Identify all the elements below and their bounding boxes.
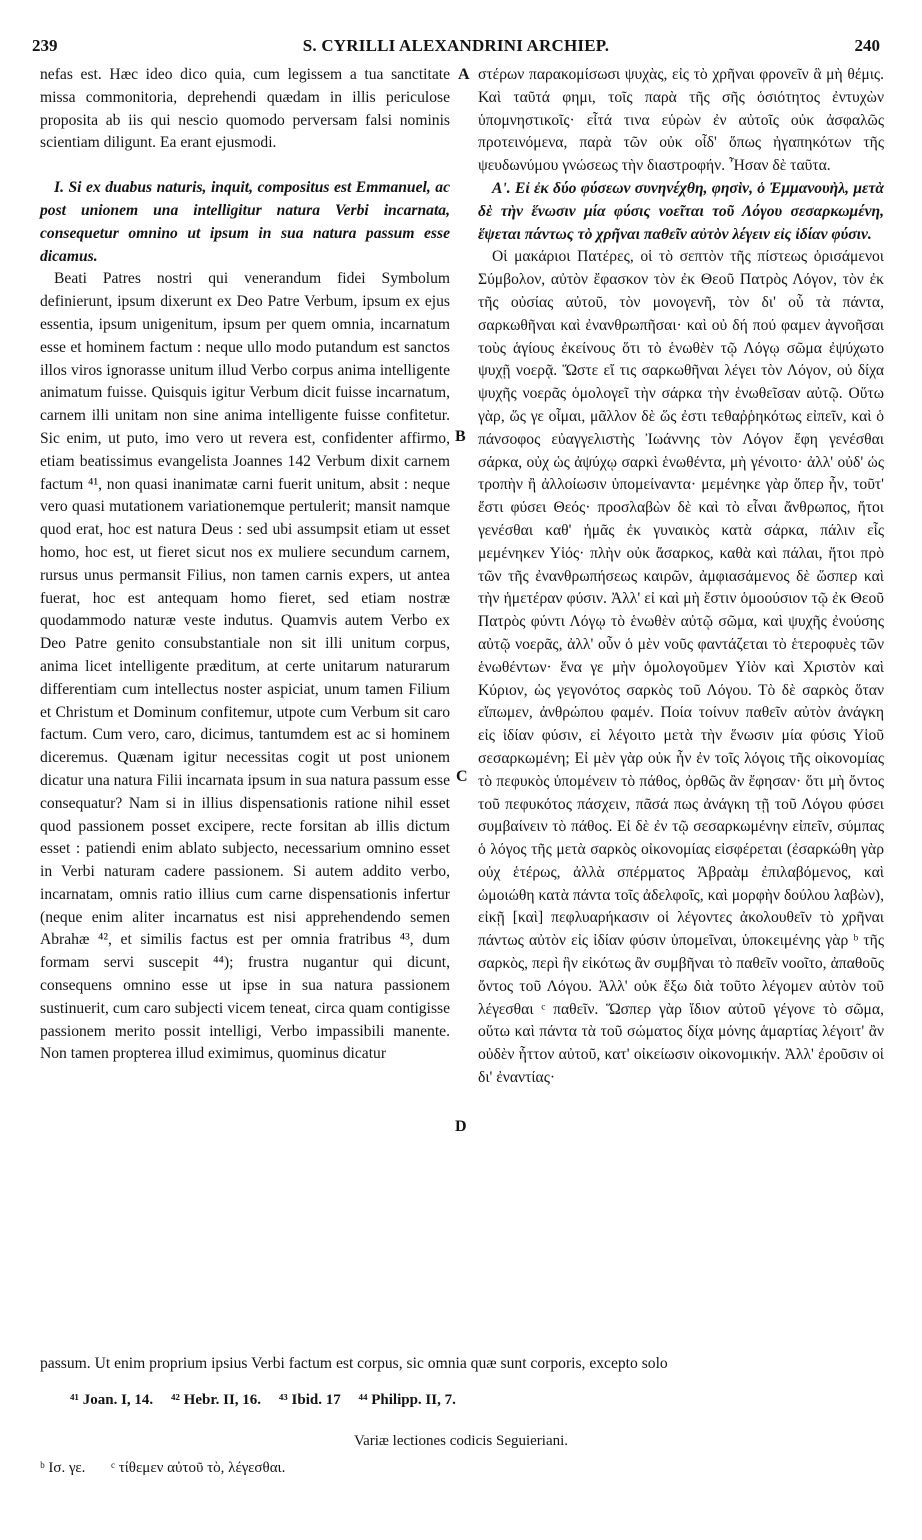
latin-column bbox=[40, 64, 450, 1066]
footnote-43: ⁴³ Ibid. 17 bbox=[278, 1392, 341, 1408]
variant-b: ᵇ Ισ. γε. bbox=[40, 1460, 86, 1476]
section-marker-b: B bbox=[455, 428, 466, 445]
full-width-line: passum. Ut enim proprium ipsius Verbi factum est corpus, sic omnia quæ sunt corporis, excepto solo bbox=[40, 1355, 668, 1372]
variant-readings bbox=[40, 1460, 307, 1477]
section-marker-a: A bbox=[458, 66, 470, 83]
latin-intro-paragraph: nefas est. Hæc ideo dico quia, cum legissem a tua sanctitate missa commonitoria, deprehendi quædam in illis periculose proposita ab iis qui nescio quomodo perversam falsi nominis scientiam diligunt. Ea erant ejusmodi. bbox=[40, 66, 450, 152]
variant-c: ᶜ τίθεμεν αὐτοῦ τὸ, λέγεσθαι. bbox=[111, 1460, 286, 1476]
page-header bbox=[32, 36, 880, 60]
section-marker-c: C bbox=[456, 768, 468, 785]
running-title: S. CYRILLI ALEXANDRINI ARCHIEP. bbox=[302, 36, 610, 55]
latin-main-paragraph: Beati Patres nostri qui venerandum fidei Symbolum definierunt, ipsum dixerunt ex Deo Patre Verbum, ipsum ex ejus essentia, ipsum unigenitum, ipsum per quem omnia, incarnatum esse et hominem factum : neque ullo modo putandum est sanctos illos viros ignorasse unitum illud Verbo corpus anima intelligente animatum fuisse. Quisquis igitur Verbum dicit fuisse incarnatum, carnem illi unitam non sine anima intelligente fuisse confitetur. Sic enim, ut puto, imo vero ut revera est, confidenter affirmo, etiam beatissimus evangelista Joannes 142 Verbum dixit carnem factum ⁴¹, non quasi inanimatæ carni fuerit unitum, absit : neque vero quasi mutationem variationemque pertulerit; mansit namque quod erat, hoc est natura Deus : sed ubi assumpsit etiam ut esset homo, hoc est, ut fieret sicut nos ex muliere secundum carnem, rursus unus permansit Filius, non tamen carnis expers, ut antea fuerat, hoc est antequam homo fieret, sed etiam nostræ quodammodo naturæ veste indutus. Quamvis autem Verbo ex Deo Patre genito consubstantiale non sit illi unitum corpus, anima licet intelligente præditum, at certe unitarum naturarum differentiam cum intellectus noster aspiciat, unum tamen Filium et Christum et Dominum confitemur, utpote cum Verbum sit caro factum. Cum vero, caro, dicimus, tantumdem est ac si hominem diceremus. Quænam igitur necessitas cogit ut post unionem dicatur una natura Filii incarnata ipsum in sua natura passum esse consequatur? Nam si in illius dispensationis ratione nihil esset quod passionem posset excipere, recte forsitan ab illis dictum esset : patiendi enim ablato subjecto, necessarium omnino esset in Verbi naturam cadere passionem. Si autem addito verbo, incarnatam, omnis ratio illius cum carne dispensationis infertur (neque enim aliter incarnatus est nisi apprehendendo semen Abrahæ ⁴², et similis factus est per omnia fratribus ⁴³, dum formam servi suscepit ⁴⁴); frustra nugantur qui dicunt, consequens omnino esse ut ipse in sua natura passionem sustinuerit, cum caro subjecti vicem teneat, circa quam contigisse passionem merito possit intelligi, Verbo impassibili manente. Non tamen propterea illud eximimus, quominus dicatur bbox=[40, 270, 450, 1063]
latin-lemma: I. Si ex duabus naturis, inquit, compositus est Emmanuel, ac post unionem una intelligitur natura Verbi incarnata, consequetur omnino ut ipsum in sua natura passum esse dicamus. bbox=[40, 179, 450, 265]
greek-lemma: Αʹ. Εἰ ἐκ δύο φύσεων συνηνέχθη, φησὶν, ὁ Ἐμμανουὴλ, μετὰ δὲ τὴν ἕνωσιν μία φύσις νοεῖται τοῦ Λόγου σεσαρκωμένη, ἕψεται πάντως τὸ χρῆναι παθεῖν αὐτὸν λέγειν εἰς ἰδίαν φύσιν. bbox=[478, 179, 884, 243]
footnotes bbox=[70, 1392, 470, 1409]
left-page-number: 239 bbox=[32, 36, 58, 55]
footnote-42: ⁴² Hebr. II, 16. bbox=[170, 1392, 262, 1408]
footnote-41: ⁴¹ Joan. I, 14. bbox=[70, 1392, 154, 1408]
variant-readings-heading: Variæ lectiones codicis Seguieriani. bbox=[353, 1433, 569, 1449]
paragraph-gap bbox=[40, 155, 450, 177]
right-page-number: 240 bbox=[854, 36, 880, 55]
footnote-44: ⁴⁴ Philipp. II, 7. bbox=[358, 1392, 456, 1408]
greek-main-paragraph: Οἱ μακάριοι Πατέρες, οἱ τὸ σεπτὸν τῆς πίστεως ὁρισάμενοι Σύμβολον, αὐτὸν ἔφασκον τὸν ἐκ Θεοῦ Πατρὸς Λόγον, τὸν ἐκ τῆς οὐσίας αὐτοῦ, τὸν μονογενῆ, τὸν δι' οὗ τὰ πάντα, σαρκωθῆναι καὶ ἐνανθρωπῆσαι· καὶ οὐ δή πού φαμεν ἀγνοῆσαι τοὺς ἁγίους ἐκείνους ὅτι τὸ ἑνωθὲν τῷ Λόγῳ σῶμα ἐψύχωτο ψυχῇ νοερᾷ. Ὥστε εἴ τις σαρκωθῆναι λέγει τὸν Λόγον, οὐ δίχα ψυχῆς νοερᾶς ὁμολογεῖ τὴν σάρκα τὴν ἑνωθεῖσαν αὐτῷ. Οὕτω γὰρ, ὥς γε οἶμαι, μᾶλλον δὲ ὥς ἐστι τεθαῤῥηκότως εἰπεῖν, καὶ ὁ πάνσοφος εὐαγγελιστὴς Ἰωάννης τὸν Λόγον ἔφη γενέσθαι σάρκα, οὐχ ὡς ἀψύχῳ σαρκὶ ἑνωθέντα, μὴ γένοιτο· ἀλλ' οὐδ' ὡς τροπὴν ἢ ἀλλοίωσιν ὑπομείναντα· μεμένηκε γὰρ ὅπερ ἦν, τοῦτ' ἔστι φύσει Θεός· προσλαβὼν δὲ καὶ τὸ εἶναι ἄνθρωπος, ἤτοι γενέσθαι καθ' ἡμᾶς ἐκ γυναικὸς κατὰ σάρκα, πάλιν εἷς μεμένηκεν Υἱός· πλὴν οὐκ ἄσαρκος, καθὰ καὶ πάλαι, ἤτοι πρὸ τῶν τῆς ἐνανθρωπήσεως καιρῶν, ἀμφιασάμενος δὲ ὥσπερ καὶ τὴν ἡμετέραν φύσιν. Ἀλλ' εἰ καὶ μὴ ἔστιν ὁμοούσιον τῷ ἐκ Θεοῦ Πατρὸς φύντι Λόγῳ τὸ ἑνωθὲν αὐτῷ σῶμα, καὶ ψυχῆς ἐνούσης αὐτῷ νοερᾶς, ἀλλ' οὖν ὁ μὲν νοῦς φαντάζεται τὸ ἑτεροφυὲς τῶν ἑνωθέντων· ἕνα γε μὴν ὁμολογοῦμεν Υἱὸν καὶ Χριστὸν καὶ Κύριον, ὡς γεγονότος σαρκὸς τοῦ Λόγου. Τὸ δὲ σαρκὸς ὅταν εἴπωμεν, ἀνθρώπου φαμέν. Ποία τοίνυν παθεῖν αὐτὸν ἀνάγκη εἰς ἰδίαν φύσιν, εἰ λέγοιτο μετὰ τὴν ἕνωσιν μία φύσις Υἱοῦ σεσαρκωμένη; Εἰ μὲν γὰρ οὐκ ἦν ἐν τοῖς λόγοις τῆς οἰκονομίας τὸ πεφυκὸς ὑπομένειν τὸ πάθος, ὀρθῶς ἂν ἔφησαν· ὅτι μὴ ὄντος τοῦ πεφυκότος πάσχειν, πᾶσά πως ἀνάγκη τῇ τοῦ Λόγου φύσει συμβαίνειν τὸ πάθος. Εἰ δὲ ἐν τῷ σεσαρκωμένην εἰπεῖν, σύμπας ὁ λόγος τῆς μετὰ σαρκὸς οἰκονομίας εἰσφέρεται (ἐσαρκώθη γὰρ οὐχ ἑτέρως, ἀλλὰ σπέρματος Ἀβραὰμ ἐπιλαβόμενος, καὶ ὡμοιώθη κατὰ πάντα τοῖς ἀδελφοῖς, καὶ μορφὴν δούλου λαβὼν), εἰκῇ [καὶ] πεφλυαρήκασιν οἱ λέγοντες ἀκολουθεῖν τὸ χρῆναι πάντως αὐτὸν εἰς ἰδίαν φύσιν ὑπομεῖναι, ὑποκειμένης γὰρ ᵇ τῆς σαρκὸς, περὶ ἣν εἰκότως ἂν συμβῆναι τὸ παθεῖν νοοῖτο, ἀπαθοῦς ὄντος τοῦ Λόγου. Ἀλλ' οὐκ ἔξω διὰ τοῦτο λέγομεν αὐτὸν τοῦ λέγεσθαι ᶜ παθεῖν. Ὥσπερ γὰρ ἴδιον αὐτοῦ γέγονε τὸ σῶμα, οὕτω καὶ πάντα τὰ τοῦ σώματος δίχα μόνης ἁμαρτίας λέγοιτ' ἂν οὐδὲν ἧττον αὐτοῦ, κατ' οἰκείωσιν οἰκονομικήν. Ἀλλ' ἐροῦσιν οἱ δι' ἐναντίας· bbox=[478, 248, 884, 1087]
section-marker-d: D bbox=[455, 1118, 467, 1135]
greek-intro-paragraph: στέρων παρακομίσωσι ψυχὰς, εἰς τὸ χρῆναι φρονεῖν ἃ μὴ θέμις. Καὶ ταῦτά φημι, τοῖς παρὰ τῆς σῆς ὁσιότητος ἐντυχὼν ὑπομνηστικοῖς· εἶτά τινα εὑρὼν ἐν αὐτοῖς οὐκ ἀσφαλῶς προτεινόμενα, παρὰ τῶν οὐκ οἶδ' ὅπως ἠγαπηκότων τῆς ψευδωνύμου γνώσεως τὴν διαστροφήν. Ἦσαν δὲ ταῦτα. bbox=[478, 66, 884, 175]
greek-column bbox=[478, 64, 884, 1090]
